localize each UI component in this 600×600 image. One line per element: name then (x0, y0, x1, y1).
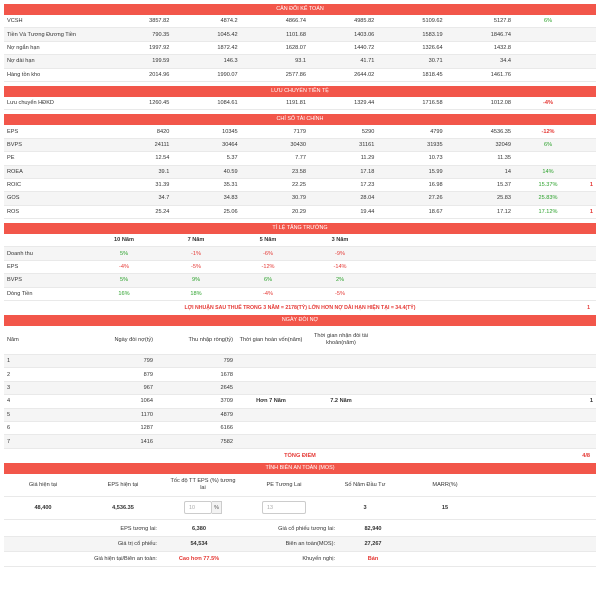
table-row (4, 435, 596, 448)
year-value: 11.29 (309, 152, 377, 165)
year-value: 146.3 (172, 55, 240, 68)
growth-filler (376, 247, 596, 260)
row-label: ROIC (4, 178, 104, 191)
table-row (4, 125, 596, 138)
growth-indicator: 14% (514, 165, 582, 178)
year-value: 199.59 (104, 55, 172, 68)
year-value: 17.23 (309, 178, 377, 191)
debt-filler (376, 355, 456, 368)
growth-rate: 2% (304, 274, 376, 287)
total-score-value: 4/8 (582, 452, 590, 459)
result-label: Biên an toàn(MOS): (238, 536, 338, 551)
ratios-header: CHỈ SỐ TÀI CHÍNH (4, 114, 596, 125)
year-value: 28.04 (309, 192, 377, 205)
debt-filler (536, 368, 596, 381)
row-label: Hàng tồn kho (4, 68, 104, 81)
debt-amount: 1064 (74, 395, 156, 408)
table-row (4, 97, 596, 110)
net-income: 1678 (156, 368, 236, 381)
growth-indicator: 6% (514, 15, 582, 28)
growth-rate: 6% (232, 274, 304, 287)
debt-filler (236, 421, 306, 434)
year-value: 34.83 (172, 192, 240, 205)
growth-rate: 9% (160, 274, 232, 287)
profit-note-flag: 1 (587, 305, 590, 312)
year-value: 1846.74 (446, 28, 514, 41)
debt-col-year: Năm (4, 326, 74, 355)
pass-flag (582, 97, 596, 110)
net-income: 3709 (156, 395, 236, 408)
row-label: ROS (4, 205, 104, 218)
year-value: 18.67 (377, 205, 445, 218)
result-value: 27,267 (338, 536, 408, 551)
profit-note-text: LỢI NHUẬN SAU THUẾ TRONG 3 NĂM = 2178(TỶ) LỚN HƠN NỢ DÀI HẠN HIỆN TẠI = 34.4(TỶ) (184, 305, 416, 312)
debt-filler (376, 421, 456, 434)
year-value: 1872.42 (172, 41, 240, 54)
result-label: Khuyến nghị: (238, 551, 338, 566)
mos-header-years: Số Năm Đầu Tư (326, 474, 404, 497)
net-income: 2645 (156, 381, 236, 394)
year-value: 25.24 (104, 205, 172, 218)
ratios-table (4, 125, 596, 219)
debt-col-receive: Thời gian nhận đòi tài khoản(năm) (306, 326, 376, 355)
debt-filler (456, 355, 536, 368)
receive-period: 7.2 Năm (306, 395, 376, 408)
debt-amount: 967 (74, 381, 156, 394)
year-value: 7.77 (241, 152, 309, 165)
year-value: 19.44 (309, 205, 377, 218)
growth-rate-input[interactable]: 10 (184, 501, 212, 514)
year-value: 4874.2 (172, 15, 240, 28)
year-value: 40.59 (172, 165, 240, 178)
debt-filler (536, 381, 596, 394)
debt-filler (376, 408, 456, 421)
pass-flag (582, 192, 596, 205)
table-row (4, 192, 596, 205)
result-row (4, 522, 596, 537)
growth-indicator (514, 68, 582, 81)
result-filler (408, 551, 596, 566)
net-income: 4879 (156, 408, 236, 421)
debt-filler (306, 355, 376, 368)
result-value: Bán (338, 551, 408, 566)
table-row (4, 287, 596, 300)
table-row (4, 205, 596, 218)
year-value: 15.99 (377, 165, 445, 178)
row-label: VCSH (4, 15, 104, 28)
year-value: 8420 (104, 125, 172, 138)
debt-year: 2 (4, 368, 74, 381)
year-value: 3857.82 (104, 15, 172, 28)
balance-table (4, 15, 596, 82)
result-value: Cao hơn 77.5% (160, 551, 238, 566)
growth-filler (376, 274, 596, 287)
growth-rate: -5% (160, 260, 232, 273)
growth-rate: 5% (88, 247, 160, 260)
year-value: 25.83 (446, 192, 514, 205)
debt-filler (236, 368, 306, 381)
mos-results (4, 522, 596, 567)
year-value: 1101.68 (241, 28, 309, 41)
growth-rate: -5% (304, 287, 376, 300)
year-value: 7179 (241, 125, 309, 138)
debt-amount: 1416 (74, 435, 156, 448)
debt-header: NGÀY ĐÒI NỢ (4, 315, 596, 326)
debt-filler (306, 381, 376, 394)
row-label: Lưu chuyển HĐKD (4, 97, 104, 110)
debt-filler (236, 408, 306, 421)
year-value: 30464 (172, 138, 240, 151)
debt-col-payback: Thời gian hoàn vốn(năm) (236, 326, 306, 355)
growth-rate: -12% (232, 260, 304, 273)
result-value: 54,534 (160, 536, 238, 551)
debt-filler (536, 408, 596, 421)
table-row (4, 15, 596, 28)
debt-filler (456, 368, 536, 381)
pass-flag: 1 (582, 178, 596, 191)
period-header: 10 Năm (88, 234, 160, 247)
debt-filler (456, 326, 536, 355)
growth-filler (376, 260, 596, 273)
pass-flag (582, 125, 596, 138)
period-header: 7 Năm (160, 234, 232, 247)
debt-table (4, 326, 596, 449)
report (4, 4, 596, 567)
year-value: 1997.92 (104, 41, 172, 54)
row-label: Nợ ngắn hạn (4, 41, 104, 54)
pass-flag (582, 68, 596, 81)
table-row (4, 368, 596, 381)
table-row (4, 247, 596, 260)
period-header: 3 Năm (304, 234, 376, 247)
row-label: GOS (4, 192, 104, 205)
pass-flag (582, 152, 596, 165)
mos-header-eps: EPS hiện tại (82, 474, 164, 497)
year-value: 4985.82 (309, 15, 377, 28)
year-value: 1432.8 (446, 41, 514, 54)
period-header: 5 Năm (232, 234, 304, 247)
result-value: 6,380 (160, 522, 238, 537)
year-value: 31935 (377, 138, 445, 151)
year-value: 1084.61 (172, 97, 240, 110)
year-value: 15.37 (446, 178, 514, 191)
row-label: ROEA (4, 165, 104, 178)
debt-filler (456, 408, 536, 421)
growth-indicator: -12% (514, 125, 582, 138)
year-value: 1045.42 (172, 28, 240, 41)
year-value: 20.29 (241, 205, 309, 218)
mos-header-pe: PE Tương Lai (242, 474, 326, 497)
growth-rate-field[interactable] (164, 496, 242, 519)
debt-flag: 1 (536, 395, 596, 408)
percent-addon: % (212, 501, 222, 514)
year-value: 1583.19 (377, 28, 445, 41)
year-value: 25.06 (172, 205, 240, 218)
year-value: 22.25 (241, 178, 309, 191)
debt-filler (376, 435, 456, 448)
debt-filler (456, 381, 536, 394)
table-row (4, 355, 596, 368)
result-label: EPS tương lai: (4, 522, 160, 537)
growth-indicator: -4% (514, 97, 582, 110)
year-value: 1326.64 (377, 41, 445, 54)
mos-header: TÍNH BIÊN AN TOÀN (MOS) (4, 463, 596, 474)
total-score (4, 449, 596, 463)
year-value: 34.4 (446, 55, 514, 68)
table-row (4, 138, 596, 151)
year-value: 32049 (446, 138, 514, 151)
year-value: 14 (446, 165, 514, 178)
pass-flag (582, 41, 596, 54)
mos-table (4, 474, 596, 520)
net-income: 799 (156, 355, 236, 368)
year-value: 17.12 (446, 205, 514, 218)
growth-filler (376, 234, 596, 247)
table-row (4, 28, 596, 41)
year-value: 23.58 (241, 165, 309, 178)
growth-rate: -4% (232, 287, 304, 300)
debt-filler (376, 395, 456, 408)
growth-rate: -4% (88, 260, 160, 273)
debt-header-row (4, 326, 596, 355)
year-value: 31161 (309, 138, 377, 151)
year-value: 16.98 (377, 178, 445, 191)
table-row (4, 165, 596, 178)
year-value: 30430 (241, 138, 309, 151)
growth-rate: -9% (304, 247, 376, 260)
pass-flag: 1 (582, 205, 596, 218)
year-value: 790.35 (104, 28, 172, 41)
debt-year: 4 (4, 395, 74, 408)
year-value: 4536.35 (446, 125, 514, 138)
year-value: 5290 (309, 125, 377, 138)
net-income: 6166 (156, 421, 236, 434)
row-label: PE (4, 152, 104, 165)
table-row (4, 381, 596, 394)
year-value: 41.71 (309, 55, 377, 68)
mos-years-value: 3 (326, 496, 404, 519)
profit-note (4, 301, 596, 315)
debt-filler (306, 368, 376, 381)
year-value: 5109.62 (377, 15, 445, 28)
debt-filler (376, 368, 456, 381)
year-value: 2644.02 (309, 68, 377, 81)
debt-filler (306, 435, 376, 448)
debt-filler (456, 435, 536, 448)
table-row (4, 421, 596, 434)
mos-marr-value: 15 (404, 496, 486, 519)
year-value: 24111 (104, 138, 172, 151)
growth-rate: 18% (160, 287, 232, 300)
result-label: Giá cổ phiếu tương lai: (238, 522, 338, 537)
growth-table (4, 234, 596, 301)
growth-indicator (514, 41, 582, 54)
growth-indicator (514, 152, 582, 165)
growth-header-row (4, 234, 596, 247)
growth-filler (376, 287, 596, 300)
table-row (4, 68, 596, 81)
year-value: 1990.07 (172, 68, 240, 81)
year-value: 10.73 (377, 152, 445, 165)
debt-year: 7 (4, 435, 74, 448)
result-label: Giá hiện tại/Biên an toàn: (4, 551, 160, 566)
growth-indicator: 6% (514, 138, 582, 151)
debt-year: 3 (4, 381, 74, 394)
row-label: BVPS (4, 138, 104, 151)
result-row (4, 536, 596, 551)
year-value: 1818.45 (377, 68, 445, 81)
result-filler (408, 522, 596, 537)
year-value: 39.1 (104, 165, 172, 178)
mos-header-price: Giá hiện tại (4, 474, 82, 497)
year-value: 1260.45 (104, 97, 172, 110)
year-value: 34.7 (104, 192, 172, 205)
balance-header: CÂN ĐỐI KẾ TOÁN (4, 4, 596, 15)
year-value: 1440.72 (309, 41, 377, 54)
year-value: 2577.86 (241, 68, 309, 81)
year-value: 27.26 (377, 192, 445, 205)
year-value: 1403.06 (309, 28, 377, 41)
growth-rate: 16% (88, 287, 160, 300)
row-label: Dòng Tiền (4, 287, 88, 300)
debt-filler (536, 326, 596, 355)
year-value: 2014.96 (104, 68, 172, 81)
year-value: 1329.44 (309, 97, 377, 110)
table-row (4, 260, 596, 273)
row-label: Doanh thu (4, 247, 88, 260)
year-value: 4866.74 (241, 15, 309, 28)
debt-filler (376, 326, 456, 355)
mos-price-value: 48,400 (4, 496, 82, 519)
year-value: 1628.07 (241, 41, 309, 54)
growth-indicator (514, 28, 582, 41)
pass-flag (582, 28, 596, 41)
debt-filler (236, 381, 306, 394)
growth-rate: -1% (160, 247, 232, 260)
pass-flag (582, 55, 596, 68)
year-value: 17.18 (309, 165, 377, 178)
debt-filler (236, 435, 306, 448)
table-row (4, 55, 596, 68)
debt-year: 6 (4, 421, 74, 434)
row-label: BVPS (4, 274, 88, 287)
year-value: 1461.76 (446, 68, 514, 81)
growth-rate: -6% (232, 247, 304, 260)
pass-flag (582, 138, 596, 151)
result-label: Giá trị cổ phiếu: (4, 536, 160, 551)
year-value: 5.37 (172, 152, 240, 165)
debt-filler (306, 408, 376, 421)
pass-flag (582, 15, 596, 28)
growth-header: TỈ LỆ TĂNG TRƯỞNG (4, 223, 596, 234)
debt-filler (536, 421, 596, 434)
growth-indicator: 15.37% (514, 178, 582, 191)
year-value: 4799 (377, 125, 445, 138)
row-label: Tiền Và Tương Đương Tiền (4, 28, 104, 41)
row-label: Nợ dài hạn (4, 55, 104, 68)
year-value: 31.39 (104, 178, 172, 191)
debt-filler (536, 435, 596, 448)
debt-amount: 879 (74, 368, 156, 381)
table-row (4, 41, 596, 54)
cashflow-header: LƯU CHUYỂN TIỀN TỆ (4, 86, 596, 97)
year-value: 1716.58 (377, 97, 445, 110)
debt-amount: 1287 (74, 421, 156, 434)
debt-filler (456, 421, 536, 434)
net-income: 7582 (156, 435, 236, 448)
year-value: 30.71 (377, 55, 445, 68)
debt-col-debt: Ngày đòi nợ(tỷ) (74, 326, 156, 355)
year-value: 35.31 (172, 178, 240, 191)
debt-year: 5 (4, 408, 74, 421)
future-pe-input[interactable]: 13 (262, 501, 306, 514)
mos-eps-value: 4,536.35 (82, 496, 164, 519)
debt-amount: 799 (74, 355, 156, 368)
mos-header-growth: Tốc độ TT EPS (%) tương lai (164, 474, 242, 497)
debt-filler (376, 381, 456, 394)
year-value: 93.1 (241, 55, 309, 68)
debt-filler (236, 355, 306, 368)
table-row (4, 274, 596, 287)
year-value: 10345 (172, 125, 240, 138)
cashflow-table (4, 97, 596, 110)
year-value: 30.79 (241, 192, 309, 205)
debt-year: 1 (4, 355, 74, 368)
growth-indicator: 17.12% (514, 205, 582, 218)
year-value: 5127.8 (446, 15, 514, 28)
debt-filler (456, 395, 536, 408)
row-label: EPS (4, 125, 104, 138)
growth-rate: -14% (304, 260, 376, 273)
growth-rate: 5% (88, 274, 160, 287)
pass-flag (582, 165, 596, 178)
payback-period: Hơn 7 Năm (236, 395, 306, 408)
table-row (4, 408, 596, 421)
debt-amount: 1170 (74, 408, 156, 421)
result-row (4, 551, 596, 566)
growth-indicator: 25.83% (514, 192, 582, 205)
result-filler (408, 536, 596, 551)
year-value: 11.35 (446, 152, 514, 165)
result-value: 82,940 (338, 522, 408, 537)
future-pe-field[interactable] (242, 496, 326, 519)
row-label: EPS (4, 260, 88, 273)
total-score-label: TỔNG ĐIỂM (284, 452, 316, 459)
debt-filler (306, 421, 376, 434)
year-value: 1191.81 (241, 97, 309, 110)
growth-indicator (514, 55, 582, 68)
table-row (4, 395, 596, 408)
growth-corner (4, 234, 88, 247)
mos-header-marr: MARR(%) (404, 474, 486, 497)
debt-col-income: Thu nhập ròng(tỷ) (156, 326, 236, 355)
year-value: 1012.08 (446, 97, 514, 110)
table-row (4, 178, 596, 191)
debt-filler (536, 355, 596, 368)
year-value: 12.54 (104, 152, 172, 165)
table-row (4, 152, 596, 165)
